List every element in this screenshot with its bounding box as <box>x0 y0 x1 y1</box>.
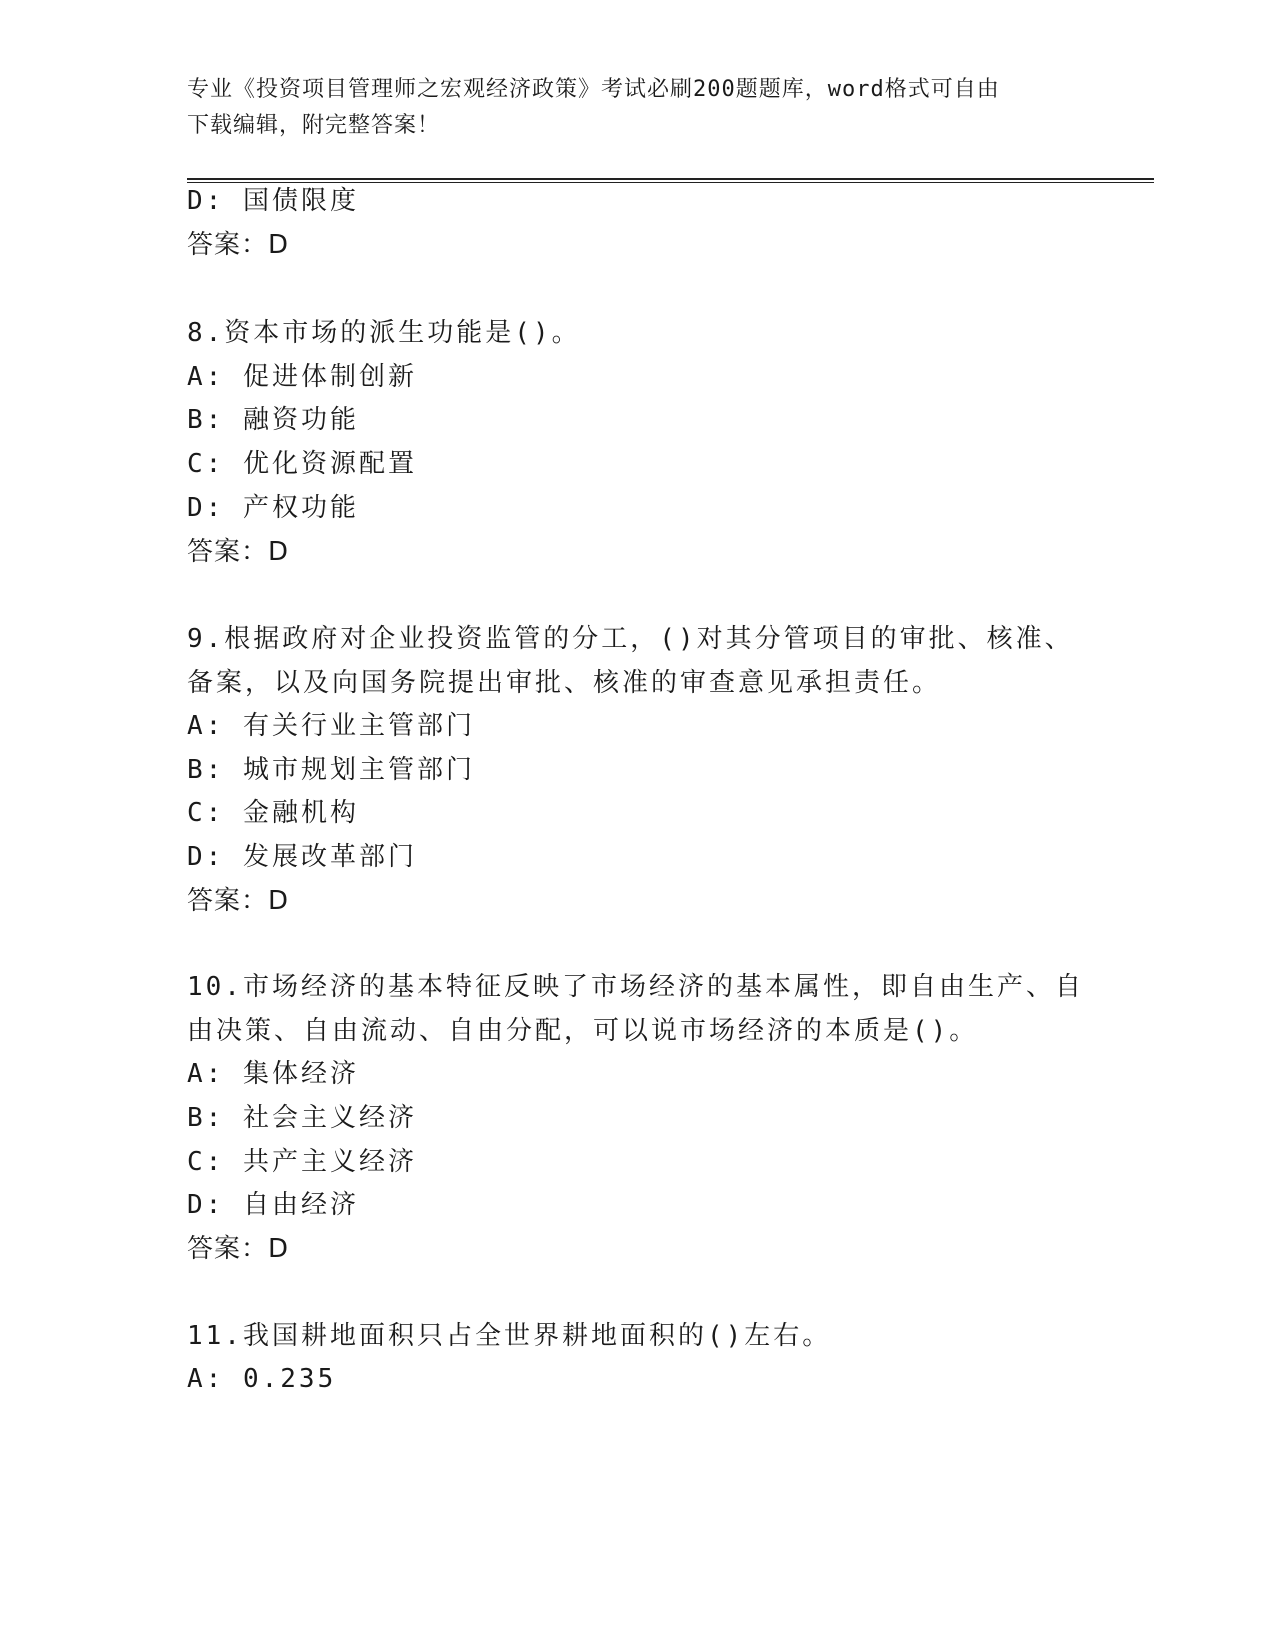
header-line-1: 专业《投资项目管理师之宏观经济政策》考试必刷200题题库，word格式可自由 <box>187 77 1000 102</box>
q10-option-a: A: 集体经济 <box>187 1059 359 1089</box>
q10-option-d: D: 自由经济 <box>187 1190 359 1220</box>
q9-answer: 答案：D <box>187 886 290 916</box>
q8-question: 8.资本市场的派生功能是()。 <box>187 318 581 348</box>
q10-question-line-2: 由决策、自由流动、自由分配，可以说市场经济的本质是()。 <box>187 1016 979 1046</box>
q10-option-b: B: 社会主义经济 <box>187 1103 417 1133</box>
q11-option-a: A: 0.235 <box>187 1364 337 1394</box>
q8-answer: 答案：D <box>187 537 290 567</box>
header-line-2: 下载编辑，附完整答案！ <box>187 113 441 138</box>
q9-option-c: C: 金融机构 <box>187 798 359 828</box>
q9-option-b: B: 城市规划主管部门 <box>187 755 475 785</box>
q8-option-a: A: 促进体制创新 <box>187 362 417 392</box>
q8-option-d: D: 产权功能 <box>187 493 359 523</box>
q9-option-d: D: 发展改革部门 <box>187 842 417 872</box>
q10-question-line-1: 10.市场经济的基本特征反映了市场经济的基本属性，即自由生产、自 <box>187 972 1084 1002</box>
header-divider <box>187 178 1154 183</box>
document-header <box>187 72 1087 144</box>
q7-answer: 答案：D <box>187 230 290 260</box>
q10-option-c: C: 共产主义经济 <box>187 1147 417 1177</box>
q9-question-line-1: 9.根据政府对企业投资监管的分工，()对其分管项目的审批、核准、 <box>187 624 1074 654</box>
q7-option-d: D: 国债限度 <box>187 186 359 216</box>
q8-option-c: C: 优化资源配置 <box>187 449 417 479</box>
q9-question-line-2: 备案，以及向国务院提出审批、核准的审查意见承担责任。 <box>187 668 942 698</box>
q9-option-a: A: 有关行业主管部门 <box>187 711 475 741</box>
q11-question: 11.我国耕地面积只占全世界耕地面积的()左右。 <box>187 1321 832 1351</box>
q10-answer: 答案：D <box>187 1234 290 1264</box>
q8-option-b: B: 融资功能 <box>187 405 359 435</box>
